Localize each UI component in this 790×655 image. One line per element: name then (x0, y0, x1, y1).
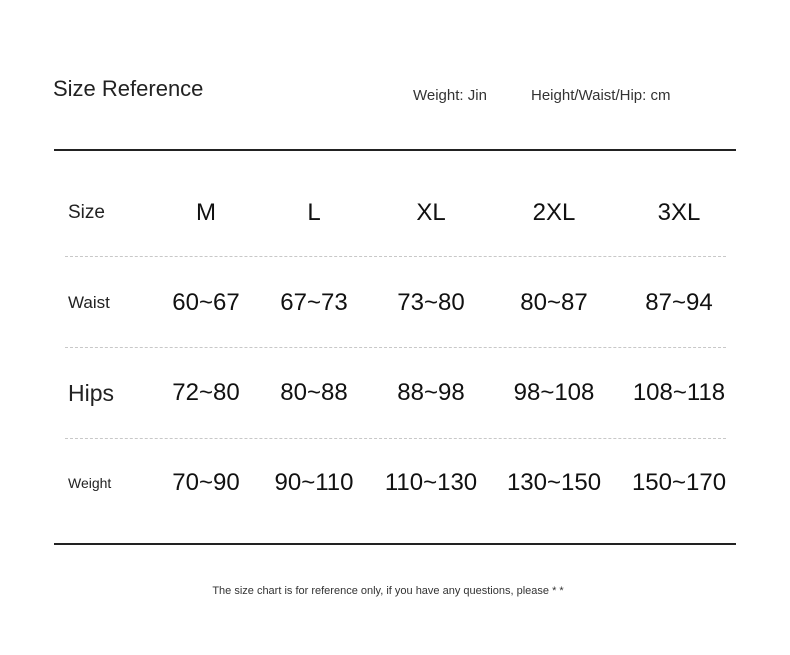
table-cell: 80~88 (280, 379, 348, 406)
table-cell: 60~67 (172, 289, 240, 316)
row-divider (65, 256, 726, 257)
row-label-size: Size (68, 202, 105, 223)
table-cell: 110~130 (384, 469, 478, 496)
table-cell: 90~110 (274, 469, 354, 496)
column-header: 3XL (657, 199, 701, 226)
table-cell: 67~73 (280, 289, 348, 316)
table-header-row (0, 188, 790, 238)
table-cell: 80~87 (520, 289, 588, 316)
page-title: Size Reference (53, 76, 204, 101)
row-divider (65, 347, 726, 348)
measure-unit-note: Height/Waist/Hip: cm (531, 87, 671, 104)
column-header: XL (416, 199, 446, 226)
table-cell: 130~150 (506, 469, 602, 496)
column-header: 2XL (532, 199, 576, 226)
table-cell: 98~108 (513, 379, 595, 406)
top-rule (54, 149, 736, 151)
table-row (0, 278, 790, 328)
table-cell: 72~80 (172, 379, 240, 406)
bottom-rule (54, 543, 736, 545)
column-header: M (196, 199, 216, 226)
row-label-weight: Weight (68, 475, 112, 491)
table-row (0, 368, 790, 418)
footnote: The size chart is for reference only, if you have any questions, please * * (212, 585, 564, 597)
weight-unit-note: Weight: Jin (413, 87, 487, 104)
row-divider (65, 438, 726, 439)
table-row (0, 458, 790, 508)
table-cell: 70~90 (172, 469, 240, 496)
table-cell: 150~170 (631, 469, 727, 496)
table-cell: 73~80 (397, 289, 465, 316)
row-label-hips: Hips (68, 380, 115, 406)
column-header: L (307, 199, 321, 226)
table-cell: 88~98 (397, 379, 465, 406)
table-cell: 87~94 (645, 289, 713, 316)
table-cell: 108~118 (632, 379, 726, 406)
row-label-waist: Waist (68, 293, 110, 312)
